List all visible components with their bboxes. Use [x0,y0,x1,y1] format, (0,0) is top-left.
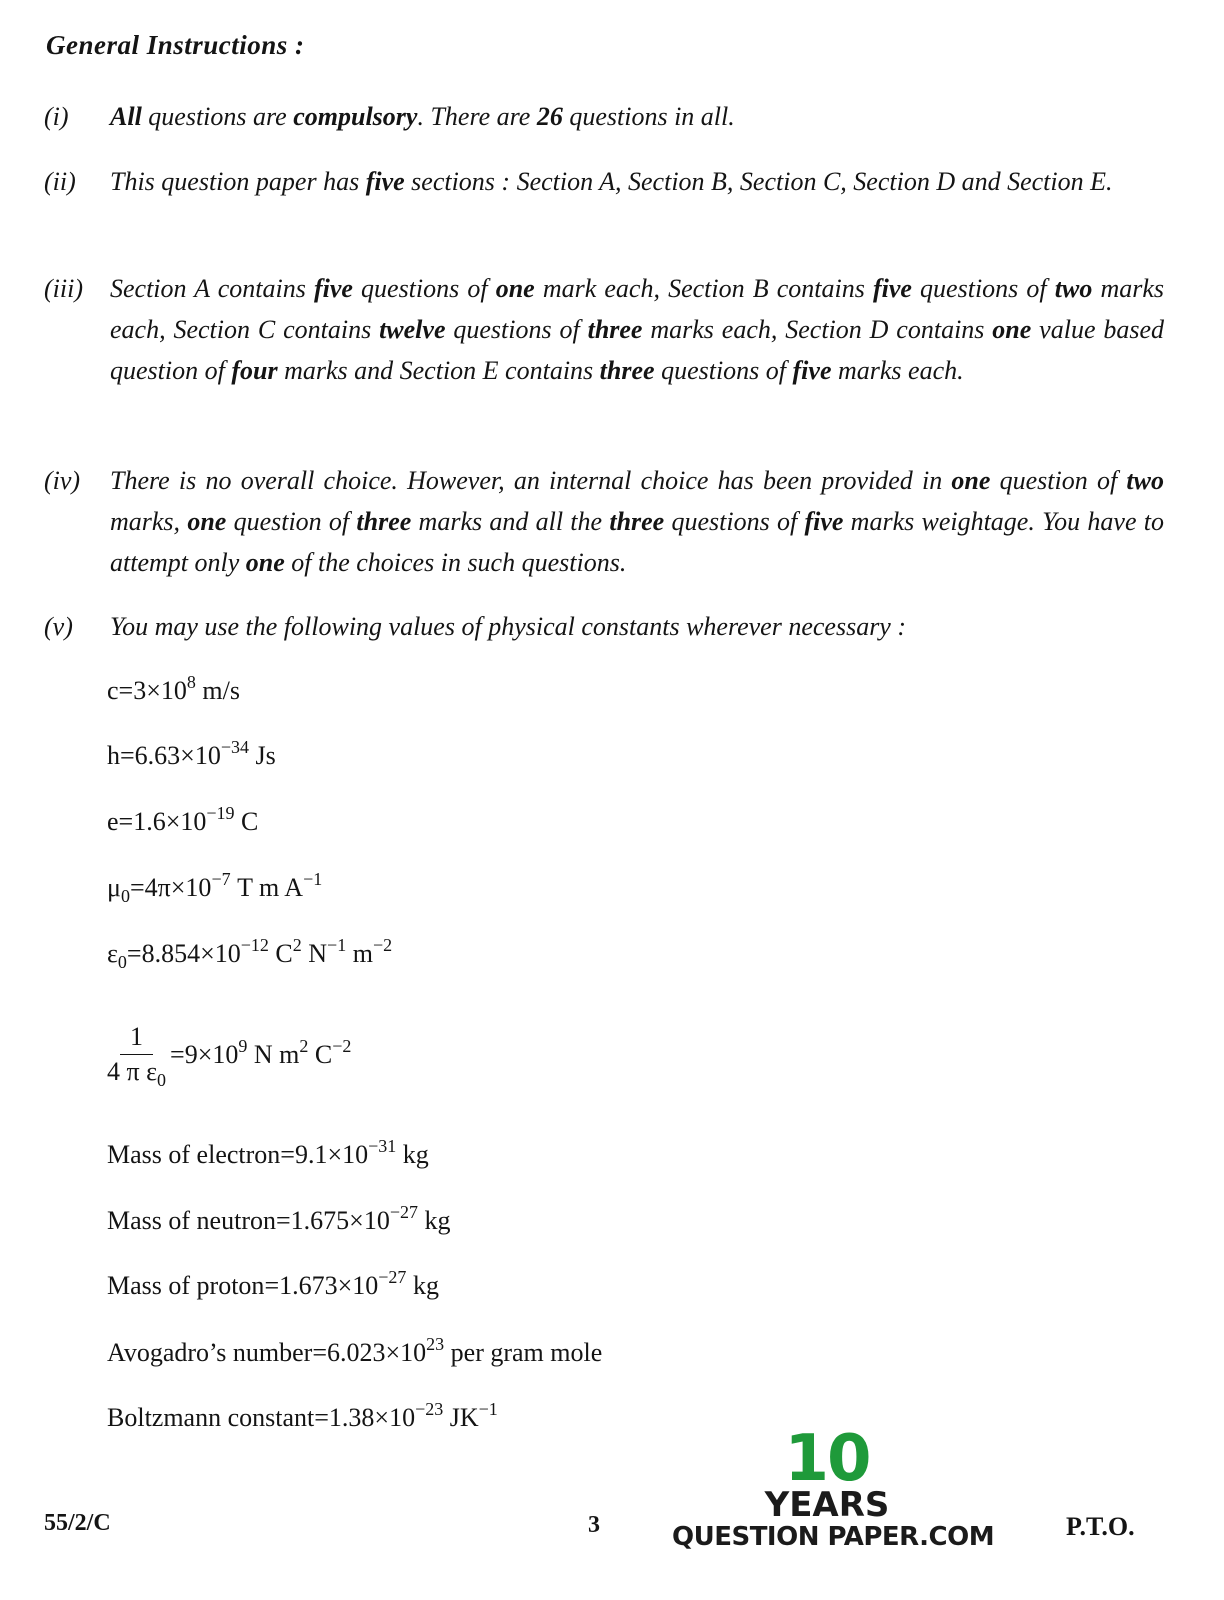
emphasis-text: two [1054,274,1093,303]
constant-exponent: −19 [206,803,235,823]
constant-symbol-subscript: 0 [120,886,130,906]
instruction-fragment: marks, [110,507,188,536]
constant-planck: $h=6.63\times 10^{-34}$ Js [107,737,276,770]
instruction-text [110,460,1164,583]
constant-name: Avogadro’s number [107,1338,313,1367]
constant-unit: per gram mole [450,1338,603,1367]
instruction-fragment: marks each, Section D contains [642,315,993,344]
constant-mantissa: 6.023 [326,1338,386,1367]
constant-unit: kg [424,1206,451,1235]
instruction-number: (ii) [44,167,76,196]
instruction-fragment: You may use the following values of physical constants wherever necessary : [110,612,907,641]
constant-speed-of-light: $c=3\times 10^8$ m/s [107,672,240,705]
emphasis-text: three [609,507,665,536]
emphasis-text: three [587,315,643,344]
constant-unit: Js [255,741,276,770]
constant-mantissa: 4π [144,873,171,902]
instruction-fragment: marks and all the [411,507,610,536]
site-logo [672,1422,995,1555]
instruction-fragment: questions are [141,102,294,131]
emphasis-text: All [110,102,142,131]
emphasis-text: one [495,274,535,303]
constant-unit: $C^2$ $N^{-1}$ $m^{-2}$ [275,935,393,968]
instruction-fragment: questions of [445,315,588,344]
constant-unit: m/s [202,676,240,705]
instruction-fragment: This question paper has [110,167,366,196]
instruction-fragment: marks and Section E contains [277,356,600,385]
instruction-item [44,268,1164,391]
denominator-subscript: 0 [157,1070,167,1090]
constant-exponent: −31 [368,1136,397,1156]
please-turn-over: P.T.O. [1066,1512,1135,1541]
emphasis-text: 26 [536,102,563,131]
constant-permittivity: $\varepsilon_0=8.854\times 10^{-12}$ $C^2$ $N^{-1}$ $m^{-2}$ [107,935,393,972]
constant-mantissa: 9 [184,1039,198,1069]
constant-exponent: −34 [220,737,249,757]
constant-proton-mass: Mass of $proton=1.673\times 10^{-27}$ kg [107,1267,439,1300]
emphasis-text: twelve [379,315,446,344]
constant-mantissa: 6.63 [134,741,181,770]
emphasis-text: five [872,274,912,303]
instruction-fragment: marks each. [831,356,964,385]
instruction-fragment: question of [226,507,357,536]
instruction-fragment: . There are [417,102,537,131]
constant-mantissa: 1.675 [290,1206,350,1235]
constant-exponent: 23 [426,1334,445,1354]
instruction-number: (iii) [44,274,83,303]
fraction-numerator: 1 [120,1022,153,1055]
instruction-item [44,460,1164,583]
instruction-item [44,161,1164,202]
instruction-text [110,96,1164,137]
emphasis-text: one [245,548,285,577]
emphasis-text: compulsory [293,102,418,131]
constant-symbol: ε [107,939,118,968]
constant-name: Mass of neutron [107,1206,276,1235]
instruction-text [110,606,1164,647]
constant-electron-mass: Mass of $electron=9.1\times 10^{-31}$ kg [107,1136,429,1169]
instruction-fragment: questions of [352,274,496,303]
constant-exponent: −7 [211,869,231,889]
instruction-fragment: question of [990,466,1127,495]
instruction-fragment: sections : Section A, Section B, Section C, Section D and Section E. [404,167,1113,196]
constant-name: Mass of electron [107,1140,281,1169]
denominator-text: 4 π ε [107,1057,158,1086]
constant-coulomb: $\frac{1}{4 \pi \varepsilon_0}$ $=9\times 10^9$ N $m^2$ $C^{-2}$ [107,1022,352,1090]
instruction-number: (i) [44,102,69,131]
constant-mantissa: 1.38 [328,1403,375,1432]
constant-mantissa: 3 [133,676,147,705]
instruction-fragment: marks each, Section C contains [110,274,1164,344]
constant-exponent: −12 [240,935,269,955]
constant-mantissa: 9.1 [294,1140,328,1169]
instruction-fragment: of the choices in such questions. [284,548,627,577]
constant-boltzmann: Boltzmann $constant=1.38\times 10^{-23}$ $JK^{-1}$ [107,1399,498,1432]
emphasis-text: one [187,507,227,536]
emphasis-text: five [365,167,405,196]
constant-symbol: h [107,741,120,770]
constant-unit: kg [402,1140,429,1169]
instruction-number: (iv) [44,466,81,495]
constant-unit: N $m^2$ $C^{-2}$ [253,1035,352,1069]
instruction-number: (v) [44,612,73,641]
emphasis-text: one [992,315,1032,344]
general-instructions-heading: General Instructions : [46,30,305,60]
logo-years: YEARS [764,1485,890,1525]
emphasis-text: three [599,356,655,385]
constant-exponent: −27 [389,1202,418,1222]
constant-exponent: 9 [238,1035,248,1056]
constant-symbol: e [107,807,119,836]
constant-symbol: μ [107,873,121,902]
instruction-fragment: questions of [664,507,805,536]
constant-unit: T m A [237,873,304,902]
constant-mantissa: 8.854 [141,939,201,968]
emphasis-text: four [231,356,278,385]
instruction-item [44,96,1164,137]
emphasis-text: one [951,466,991,495]
constant-name: Mass of proton [107,1271,265,1300]
constant-permeability: $\mu_0=4\pi\times 10^{-7}$ T m $A^{-1}$ [107,869,323,906]
constant-mantissa: 1.6 [133,807,166,836]
constant-symbol-subscript: 0 [117,952,127,972]
constant-unit: kg [412,1271,439,1300]
emphasis-text: two [1126,466,1164,495]
instruction-text [110,161,1164,202]
constant-exponent: −27 [378,1267,407,1287]
fraction-denominator [107,1055,167,1090]
logo-site-name: QUESTION PAPER.COM [672,1522,995,1552]
constant-name: Boltzmann constant [107,1403,315,1432]
constant-mantissa: 1.673 [279,1271,338,1300]
instruction-fragment: value based question of [110,315,1165,385]
constant-exponent: −23 [415,1399,444,1419]
instruction-text [110,268,1164,391]
constant-neutron-mass: Mass of $neutron=1.675\times 10^{-27}$ kg [107,1202,451,1235]
instruction-fragment: questions in all. [562,102,735,131]
emphasis-text: five [804,507,844,536]
constant-electron-charge: $e=1.6\times 10^{-19}$ C [107,803,259,836]
constant-unit-exponent: −1 [303,869,323,889]
emphasis-text: five [313,274,353,303]
constant-avogadro: Avogadro’s $number=6.023\times 10^{23}$ per gram mole [107,1334,603,1367]
instruction-fragment: marks weightage. You have to attempt only [110,507,1164,577]
emphasis-text: five [792,356,832,385]
constant-unit: JK [449,1403,479,1432]
emphasis-text: three [356,507,412,536]
instruction-fragment: questions of [911,274,1055,303]
fraction [107,1022,167,1090]
instruction-fragment: Section A contains [110,274,314,303]
instruction-fragment: mark each, Section B contains [534,274,873,303]
instruction-item [44,606,1164,647]
constant-exponent: 8 [186,672,196,692]
paper-code: 55/2/C [44,1510,111,1536]
constant-unit-exponent: −1 [478,1399,498,1419]
constant-unit: C [241,807,259,836]
constant-symbol: c [107,676,119,705]
instruction-fragment: There is no overall choice. However, an internal choice has been provided in [110,466,952,495]
instruction-fragment: questions of [654,356,793,385]
page-number: 3 [588,1512,600,1538]
logo-number: 10 [784,1422,870,1496]
